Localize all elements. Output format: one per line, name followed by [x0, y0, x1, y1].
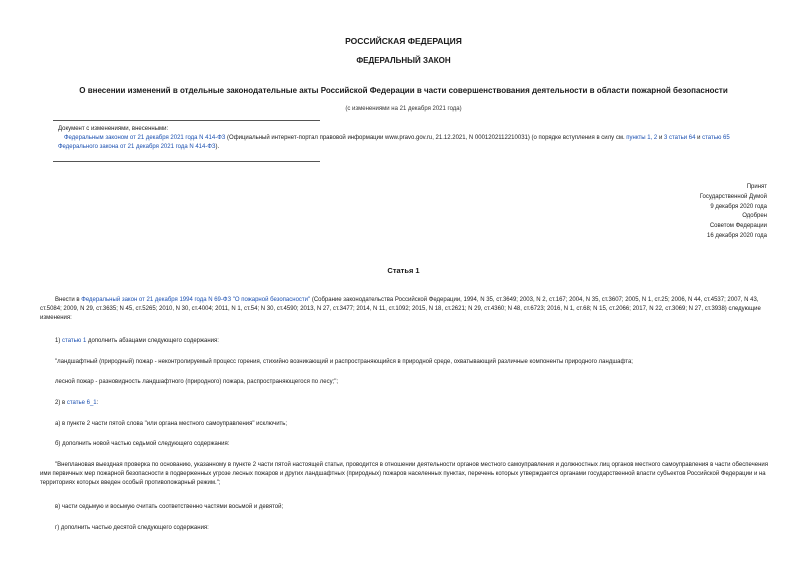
article-paragraph-2	[40, 337, 770, 346]
article-paragraph-3: "ландшафтный (природный) пожар - неконтролируемый процесс горения, стихийно возникающий и распространяющийся в природной среде, охватывающий различные компоненты природного ландшафта;	[55, 359, 633, 365]
edition-note: (с изменениями на 21 декабря 2021 года)	[345, 106, 462, 112]
paragraph-text: 2) в	[55, 400, 67, 406]
article-paragraph-9: в) части седьмую и восьмую считать соответственно частями восьмой и девятой;	[55, 504, 284, 510]
fire-safety-law-link[interactable]: Федеральный закон от 21 декабря 1994 года N 69-ФЗ "О пожарной безопасности"	[81, 297, 311, 303]
changes-text-4: ).	[215, 144, 220, 150]
amending-law-link[interactable]: Федеральным законом от 21 декабря 2021 года N 414-ФЗ	[64, 135, 226, 141]
law-type-heading: ФЕДЕРАЛЬНЫЙ ЗАКОН	[356, 56, 451, 65]
article-1-link[interactable]: статью 1	[62, 338, 87, 344]
article-paragraph-10: г) дополнить частью десятой следующего содержания:	[55, 525, 209, 531]
changes-text-3: и	[695, 135, 703, 141]
adoption-line: 9 декабря 2020 года	[710, 203, 767, 210]
changes-text: (Официальный интернет-портал правовой информации www.pravo.gov.ru, 21.12.2021, N 0001202112210031) (о порядке вступления в силу см.	[225, 135, 627, 141]
paragraph-text: дополнить абзацами следующего содержания:	[86, 338, 219, 344]
adoption-line: 16 декабря 2020 года	[706, 232, 767, 239]
article-paragraph-4: лесной пожар - разновидность ландшафтного (природного) пожара, распространяющегося по лесу;";	[55, 379, 339, 385]
points-link[interactable]: пункты 1, 2	[626, 135, 658, 141]
article-65-link[interactable]: статью 65 Федерального закона от 21 декабря 2021 года N 414-ФЗ	[58, 135, 730, 150]
article-paragraph-6: а) в пункте 2 части пятой слова "или органа местного самоуправления" исключить;	[55, 421, 288, 427]
adoption-line: Принят	[746, 184, 767, 190]
article-6-1-link[interactable]: статье 6_1	[66, 400, 97, 406]
paragraph-text: (Собрание законодательства Российской Федерации, 1994, N 35, ст.3649; 2003, N 2, ст.167; 2004, N 35, ст.3607; 2005, N 1, ст.25; 2006, N 44, ст.4537; 2007, N 43, ст.5084; 2009, N 29, ст.3635; N 45, ст.5265; 2010, N 30, ст.4004; 2011, N 1, ст.54; N 30, ст.4590; 2013, N 27, ст.3477; 2014, N 11, ст.1092; 2015, N 18, ст.2621; N 29, ст.4360; N 48, ст.6723; 2016, N 1, ст.68; N 15, ст.2066; 2017, N 22, ст.3069; N 27, ст.3938) следующие изменения:	[40, 297, 761, 321]
article-heading: Статья 1	[387, 266, 420, 275]
paragraph-text: 1)	[55, 338, 63, 344]
adoption-line: Государственной Думой	[699, 193, 767, 200]
adoption-block	[700, 183, 767, 242]
document-title: О внесении изменений в отдельные законодательные акты Российской Федерации в части совершенствования деятельности в области пожарной безопасности	[79, 86, 728, 95]
article-64-link[interactable]: 3 статьи 64	[663, 135, 696, 141]
article-paragraph-7: б) дополнить новой частью седьмой следующего содержания:	[55, 441, 230, 447]
changes-text-2: и	[657, 135, 664, 141]
paragraph-text: :	[96, 400, 99, 406]
article-paragraph-8: "Внеплановая выездная проверка по основанию, указанному в пункте 2 части пятой настоящей статьи, проводится в отношении деятельности органов местного самоуправления и должностных лиц органов местного самоуправления в части обеспечения ими первичных мер пожарной безопасности в подверженных угрозе лесных пожаров и других ландшафтных (природных) пожаров населенных пунктах, перечень которых утверждается органами государственной власти субъектов Российской Федерации и на территориях которых введен особый противопожарный режим.";	[40, 462, 768, 486]
changes-list	[58, 134, 770, 152]
article-paragraph-1	[40, 296, 770, 323]
paragraph-text: Внести в	[55, 297, 82, 303]
article-paragraph-5	[40, 399, 770, 408]
adoption-line: Советом Федерации	[709, 223, 767, 230]
top-divider	[53, 120, 320, 121]
changes-block	[58, 125, 770, 152]
adoption-line: Одобрен	[742, 213, 767, 220]
changes-intro: Документ с изменениями, внесенными:	[58, 126, 169, 132]
country-heading: РОССИЙСКАЯ ФЕДЕРАЦИЯ	[345, 36, 462, 46]
bottom-divider	[53, 161, 320, 162]
